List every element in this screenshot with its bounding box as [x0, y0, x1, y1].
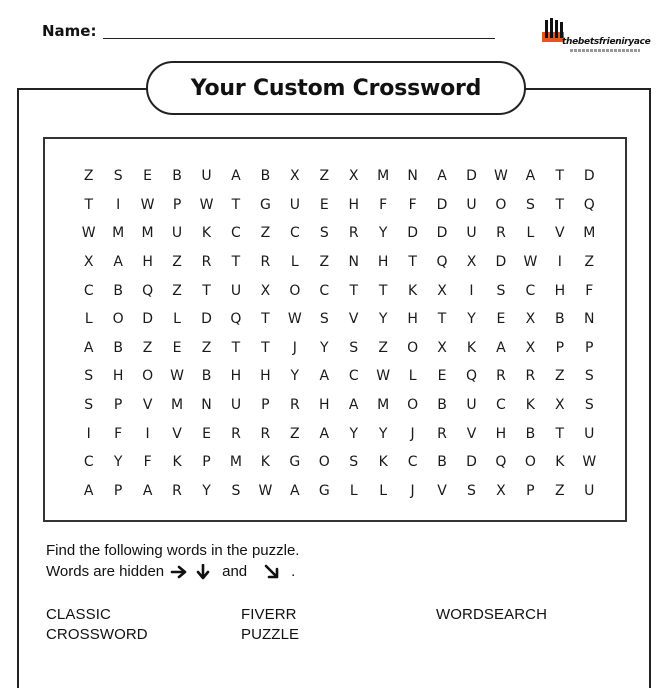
grid-cell: R [201, 254, 212, 271]
grid-cell: U [584, 425, 595, 442]
grid-cell: L [526, 225, 535, 242]
grid-cell: P [172, 196, 182, 213]
grid-cell: E [437, 368, 447, 385]
grid-cell: X [555, 396, 565, 413]
grid-cell: C [319, 282, 330, 299]
grid-cell: C [525, 282, 536, 299]
grid-cell: H [407, 311, 418, 328]
grid-cell: H [377, 254, 389, 271]
grid-cell: T [555, 196, 565, 213]
grid-cell: S [349, 339, 359, 356]
grid-cell: Y [290, 368, 300, 385]
grid-cell: T [261, 311, 270, 328]
grid-cell: G [259, 196, 271, 213]
grid-cell: K [201, 225, 212, 242]
grid-cell: T [437, 311, 447, 328]
grid-cell: B [201, 368, 212, 385]
grid-cell: H [495, 425, 507, 442]
grid-cell: V [142, 396, 153, 413]
grid-cell: R [348, 225, 359, 242]
grid-cell: A [348, 396, 359, 413]
grid-cell: Q [583, 196, 595, 213]
word-classic: CLASSIC [46, 606, 111, 623]
grid-cell: Z [555, 368, 565, 385]
grid-cell: D [466, 168, 477, 185]
grid-cell: X [83, 254, 94, 271]
grid-cell: K [378, 454, 388, 471]
grid-cell: L [173, 311, 181, 328]
grid-cell: Y [378, 425, 388, 442]
grid-cell: Z [83, 168, 94, 185]
name-label: Name: [42, 22, 97, 40]
grid-cell: W [81, 225, 96, 242]
grid-cell: W [376, 368, 391, 385]
grid-cell: K [260, 454, 270, 471]
grid-cell: R [172, 482, 182, 499]
grid-cell: N [584, 311, 595, 328]
grid-cell: U [230, 282, 242, 299]
grid-cell: O [407, 339, 419, 356]
word-wordsearch: WORDSEARCH [436, 606, 548, 623]
grid-cell: X [466, 254, 477, 271]
grid-cell: Y [319, 339, 329, 356]
grid-cell: R [260, 254, 271, 271]
grid-cell: Z [555, 482, 565, 499]
grid-cell: E [319, 196, 329, 213]
grid-cell: S [84, 396, 94, 413]
grid-cell: F [143, 454, 152, 471]
grid-cell: X [260, 282, 271, 299]
grid-cell: Z [584, 254, 595, 271]
grid-cell: B [555, 311, 565, 328]
grid-cell: M [112, 225, 125, 242]
grid-cell: G [289, 454, 301, 471]
grid-cell: Z [201, 339, 212, 356]
grid-cell: R [496, 368, 506, 385]
grid-cell: X [525, 311, 536, 328]
grid-cell: J [410, 425, 415, 442]
grid-cell: N [348, 254, 359, 271]
grid-cell: L [379, 482, 388, 499]
grid-cell: Y [378, 311, 388, 328]
grid-cell: T [261, 339, 270, 356]
grid-cell: Q [230, 311, 242, 328]
grid-cell: P [202, 454, 211, 471]
grid-cell: T [84, 196, 93, 213]
grid-cell: Y [467, 311, 476, 328]
grid-cell: P [113, 482, 123, 499]
grid-cell: I [557, 254, 562, 271]
grid-cell: R [260, 425, 271, 442]
grid-cell: B [260, 168, 271, 185]
grid-cell: Z [378, 339, 388, 356]
grid-cell: R [231, 425, 241, 442]
grid-cell: S [467, 482, 476, 499]
grid-cell: E [143, 168, 153, 185]
grid-cell: S [496, 282, 506, 299]
grid-cell: E [172, 339, 182, 356]
grid-cell: B [437, 396, 447, 413]
grid-cell: H [348, 196, 359, 213]
grid-cell: N [407, 168, 418, 185]
grid-cell: I [86, 425, 91, 442]
grid-cell: I [469, 282, 474, 299]
grid-cell: W [287, 311, 302, 328]
grid-cell: X [525, 339, 536, 356]
grid-cell: U [171, 225, 183, 242]
grid-cell: C [407, 454, 418, 471]
grid-cell: O [142, 368, 154, 385]
instructions-and: and [222, 563, 248, 580]
grid-cell: D [436, 196, 448, 213]
site-logo [540, 16, 650, 56]
grid-cell: U [466, 225, 477, 242]
grid-cell: T [378, 282, 388, 299]
grid-cell: P [526, 482, 535, 499]
grid-cell: A [525, 168, 536, 185]
grid-cell: T [408, 254, 417, 271]
grid-cell: H [319, 396, 330, 413]
grid-cell: K [525, 396, 535, 413]
grid-cell: X [290, 168, 300, 185]
grid-cell: J [292, 339, 297, 356]
grid-cell: D [142, 311, 153, 328]
arrow-down-icon [194, 564, 212, 580]
grid-cell: D [583, 168, 595, 185]
grid-cell: M [141, 225, 154, 242]
grid-cell: P [113, 396, 123, 413]
instructions-prefix: Words are hidden [46, 563, 165, 580]
grid-cell: C [231, 225, 241, 242]
grid-cell: W [258, 482, 273, 499]
arrow-diagonal-down-right-icon [263, 564, 281, 580]
grid-cell: O [289, 282, 301, 299]
grid-cell: K [408, 282, 418, 299]
grid-cell: A [113, 254, 123, 271]
grid-cell: R [289, 396, 300, 413]
grid-cell: A [319, 425, 330, 442]
instructions-line-2 [46, 561, 299, 582]
grid-cell: M [171, 396, 184, 413]
word-fiverr: FIVERR [241, 606, 297, 623]
grid-cell: P [555, 339, 565, 356]
grid-cell: Z [172, 282, 182, 299]
grid-cell: T [555, 168, 565, 185]
grid-cell: C [496, 396, 506, 413]
grid-cell: Q [142, 282, 154, 299]
grid-cell: H [554, 282, 566, 299]
grid-cell: W [199, 196, 214, 213]
grid-cell: H [142, 254, 153, 271]
grid-cell: U [466, 196, 477, 213]
grid-cell: S [231, 482, 241, 499]
grid-cell: D [201, 311, 212, 328]
grid-cell: R [496, 225, 506, 242]
grid-cell: A [83, 339, 94, 356]
grid-cell: D [436, 225, 448, 242]
grid-cell: L [408, 368, 417, 385]
grid-cell: R [525, 368, 536, 385]
grid-cell: W [494, 168, 508, 185]
grid-cell: E [496, 311, 506, 328]
grid-cell: Z [319, 168, 330, 185]
grid-cell: V [437, 482, 447, 499]
grid-cell: O [318, 454, 330, 471]
grid-cell: V [172, 425, 182, 442]
grid-cell: Q [495, 454, 507, 471]
grid-cell: K [172, 454, 182, 471]
grid-cell: P [585, 339, 594, 356]
grid-cell: B [525, 425, 536, 442]
instructions [46, 540, 299, 582]
grid-cell: K [466, 339, 477, 356]
grid-cell: U [289, 196, 300, 213]
grid-cell: S [84, 368, 94, 385]
grid-cell: U [466, 396, 477, 413]
grid-cell: V [348, 311, 359, 328]
grid-cell: I [116, 196, 121, 213]
grid-cell: A [83, 482, 94, 499]
logo-text: thebetsfrieniryace [562, 37, 651, 47]
grid-cell: T [555, 425, 565, 442]
grid-cell: Y [349, 425, 358, 442]
grid-cell: C [83, 454, 94, 471]
grid-cell: X [496, 482, 506, 499]
grid-cell: T [231, 254, 241, 271]
grid-cell: L [84, 311, 93, 328]
grid-cell: D [466, 454, 477, 471]
grid-cell: J [410, 482, 415, 499]
grid-cell: F [379, 196, 388, 213]
instructions-line-1: Find the following words in the puzzle. [46, 542, 300, 559]
grid-cell: L [290, 254, 299, 271]
grid-cell: M [229, 454, 242, 471]
grid-cell: A [231, 168, 241, 185]
grid-cell: I [145, 425, 150, 442]
grid-cell: F [114, 425, 123, 442]
grid-cell: D [407, 225, 418, 242]
arrow-right-icon [170, 564, 188, 580]
grid-cell: Z [142, 339, 153, 356]
grid-cell: O [112, 311, 124, 328]
grid-cell: U [230, 396, 242, 413]
grid-cell: L [349, 482, 358, 499]
grid-cell: X [437, 339, 447, 356]
grid-cell: C [289, 225, 300, 242]
grid-cell: Y [113, 454, 123, 471]
grid-cell: A [496, 339, 506, 356]
grid-cell: O [524, 454, 536, 471]
grid-cell: B [437, 454, 447, 471]
grid-cell: S [349, 454, 359, 471]
grid-cell: V [466, 425, 477, 442]
grid-cell: X [348, 168, 359, 185]
grid-cell: H [112, 368, 124, 385]
grid-cell: A [319, 368, 330, 385]
grid-cell: X [437, 282, 447, 299]
grid-cell: W [582, 454, 597, 471]
grid-cell: Z [260, 225, 271, 242]
grid-cell: V [555, 225, 565, 242]
grid-cell: H [260, 368, 271, 385]
logo-subtext-decoration [570, 49, 640, 52]
grid-cell: M [583, 225, 596, 242]
grid-cell: U [201, 168, 212, 185]
grid-cell: S [525, 196, 535, 213]
instructions-end: . [291, 563, 296, 580]
grid-cell: S [584, 396, 594, 413]
grid-cell: D [495, 254, 507, 271]
grid-cell: E [202, 425, 211, 442]
grid-cell: P [261, 396, 270, 413]
grid-cell: U [584, 482, 595, 499]
grid-cell: B [113, 282, 123, 299]
grid-cell: H [230, 368, 242, 385]
grid-cell: Z [319, 254, 330, 271]
grid-cell: Z [290, 425, 300, 442]
grid-cell: Y [378, 225, 388, 242]
name-field-line[interactable] [103, 38, 495, 39]
grid-cell: M [377, 396, 390, 413]
grid-cell: Y [202, 482, 211, 499]
word-crossword: CROSSWORD [46, 626, 148, 643]
grid-cell: O [495, 196, 507, 213]
grid-cell: T [231, 196, 241, 213]
grid-cell: T [349, 282, 358, 299]
grid-cell: C [83, 282, 94, 299]
grid-cell: W [140, 196, 155, 213]
puzzle-grid [74, 162, 604, 505]
word-puzzle: PUZZLE [241, 626, 300, 643]
grid-cell: S [319, 225, 329, 242]
grid-cell: B [172, 168, 182, 185]
grid-cell: F [408, 196, 417, 213]
grid-cell: T [202, 282, 211, 299]
grid-cell: O [407, 396, 419, 413]
grid-cell: Q [465, 368, 477, 385]
grid-cell: S [113, 168, 123, 185]
grid-cell: S [584, 368, 594, 385]
grid-cell: B [113, 339, 123, 356]
grid-cell: G [318, 482, 330, 499]
grid-cell: M [377, 168, 390, 185]
grid-cell: R [437, 425, 447, 442]
grid-cell: S [319, 311, 329, 328]
grid-cell: C [348, 368, 359, 385]
grid-cell: A [142, 482, 153, 499]
page-title: Your Custom Crossword [146, 61, 526, 115]
grid-cell: Z [172, 254, 182, 271]
grid-cell: N [201, 396, 212, 413]
grid-cell: A [290, 482, 300, 499]
grid-cell: W [523, 254, 538, 271]
grid-cell: A [437, 168, 447, 185]
word-list [0, 606, 671, 650]
grid-cell: Q [436, 254, 448, 271]
grid-cell: W [170, 368, 184, 385]
grid-cell: F [585, 282, 594, 299]
grid-cell: T [231, 339, 241, 356]
grid-cell: K [555, 454, 565, 471]
